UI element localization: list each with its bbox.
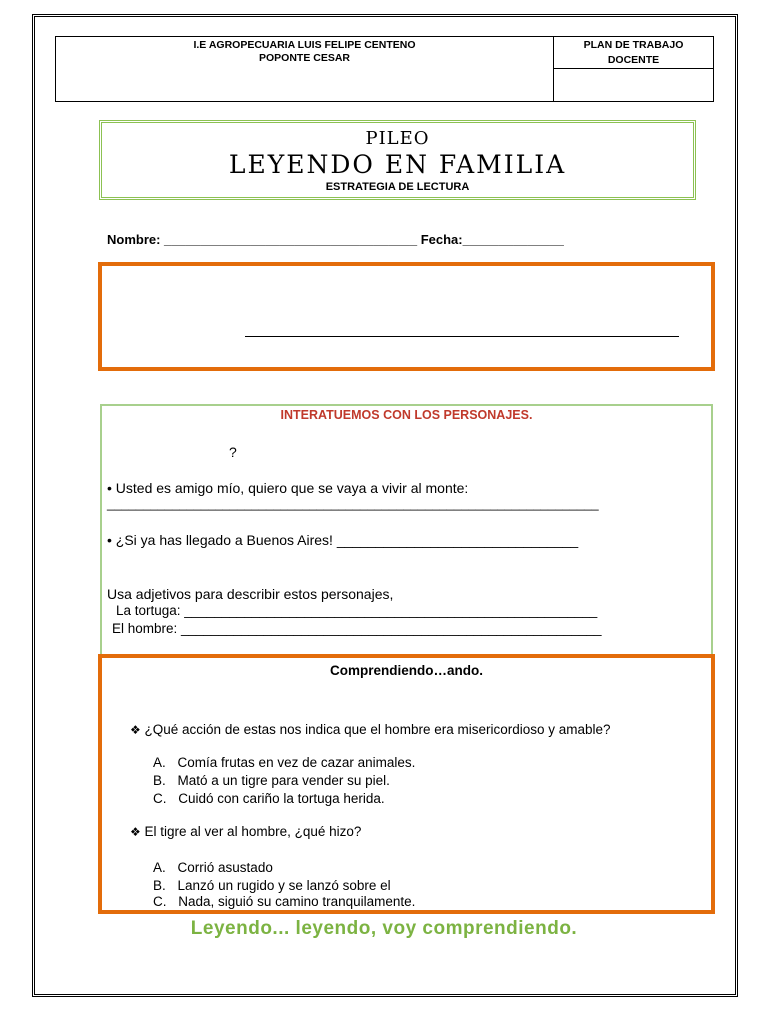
footer-slogan: Leyendo... leyendo, voy comprendiendo. (190, 918, 578, 939)
quote-1-answer-line[interactable]: ____________________________________________________________________ (107, 496, 599, 511)
bullet-icon: • (107, 480, 112, 496)
plan-title-line1: PLAN DE TRABAJO (583, 39, 684, 51)
option-text: Cuidó con cariño la tortuga herida. (178, 791, 385, 806)
question-1 (130, 722, 611, 737)
page-title: LEYENDO EN FAMILIA (228, 150, 567, 179)
program-name: PILEO (365, 128, 430, 149)
quote-1-text: Usted es amigo mío, quiero que se vaya a vivir al monte: (115, 480, 469, 496)
q2-option-a[interactable] (153, 860, 273, 875)
question-2 (130, 824, 361, 839)
q2-option-b[interactable] (153, 878, 391, 893)
option-text: Corrió asustado (177, 860, 273, 875)
q1-option-a[interactable] (153, 755, 415, 770)
school-cell (56, 37, 554, 101)
title-box (99, 120, 696, 200)
page-subtitle: ESTRATEGIA DE LECTURA (325, 181, 470, 193)
bullet-icon: • (107, 532, 112, 548)
school-name: I.E AGROPECUARIA LUIS FELIPE CENTENO (193, 39, 416, 51)
option-letter: B. (153, 878, 166, 893)
diamond-bullet-icon: ❖ (130, 723, 141, 737)
option-text: Lanzó un rugido y se lanzó sobre el (177, 878, 391, 893)
option-text: Mató a un tigre para vender su piel. (177, 773, 390, 788)
option-letter: A. (153, 755, 166, 770)
name-date-row[interactable]: Nombre: ___________________________________ Fecha:______________ (107, 232, 564, 247)
drawing-box[interactable] (98, 262, 715, 371)
turtle-field[interactable]: La tortuga: _______________________________________________________ (116, 603, 598, 618)
plan-cell (554, 37, 713, 101)
section-title: Comprendiendo…ando. (330, 663, 483, 678)
option-letter: B. (153, 773, 166, 788)
man-field[interactable]: El hombre: ________________________________________________________ (112, 621, 602, 636)
option-text: Nada, siguió su camino tranquilamente. (178, 894, 416, 909)
answer-line (245, 336, 679, 337)
quote-1 (107, 480, 468, 496)
diamond-bullet-icon: ❖ (130, 825, 141, 839)
q1-option-c[interactable] (153, 791, 385, 806)
comprehension-section (98, 654, 715, 914)
header-table (55, 36, 714, 102)
option-letter: C. (153, 894, 167, 909)
adjectives-prompt: Usa adjetivos para describir estos personajes, (107, 586, 394, 602)
section-title: INTERATUEMOS CON LOS PERSONAJES. (280, 408, 533, 422)
quote-2-text[interactable]: ¿Si ya has llegado a Buenos Aires! _______________________________ (115, 532, 579, 548)
plan-title-line2: DOCENTE (607, 54, 660, 66)
question-2-text: El tigre al ver al hombre, ¿qué hizo? (144, 824, 362, 839)
option-text: Comía frutas en vez de cazar animales. (177, 755, 416, 770)
option-letter: C. (153, 791, 167, 806)
q1-option-b[interactable] (153, 773, 390, 788)
school-location: POPONTE CESAR (258, 52, 350, 64)
question-mark: ? (229, 444, 237, 460)
q2-option-c[interactable] (153, 894, 415, 909)
quote-2 (107, 532, 578, 548)
question-1-text: ¿Qué acción de estas nos indica que el hombre era misericordioso y amable? (144, 722, 611, 737)
option-letter: A. (153, 860, 166, 875)
plan-title (554, 37, 713, 69)
characters-section (100, 404, 713, 656)
